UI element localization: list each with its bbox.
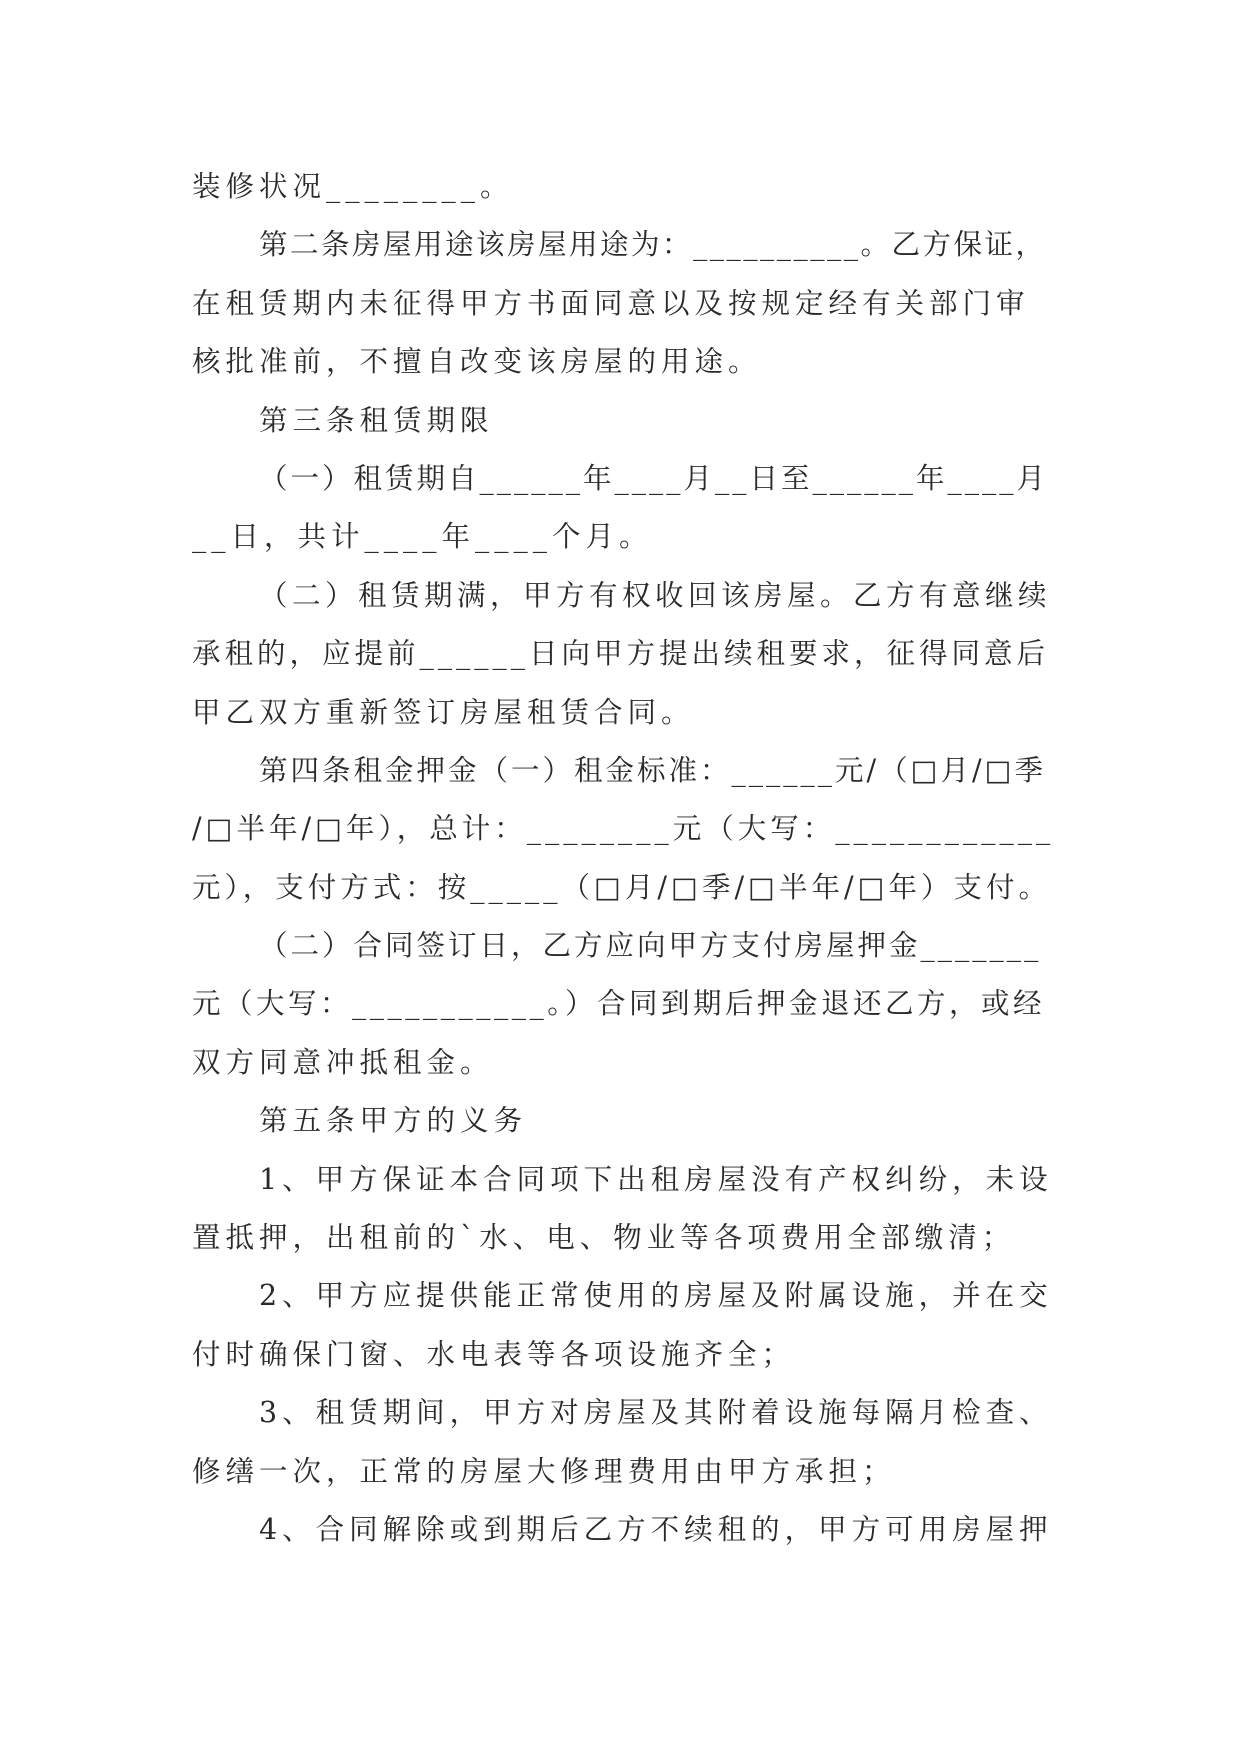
text-line: 甲乙双方重新签订房屋租赁合同。 bbox=[192, 695, 695, 729]
text-line: 第二条房屋用途该房屋用途为：__________。乙方保证， bbox=[259, 228, 1047, 262]
text-line: 第三条租赁期限 bbox=[259, 403, 494, 437]
text-line: 在租赁期内未征得甲方书面同意以及按规定经有关部门审 bbox=[192, 286, 1030, 320]
text-line: 第五条甲方的义务 bbox=[259, 1104, 528, 1138]
text-line: __日，共计____年____个月。 bbox=[192, 520, 653, 554]
text-line: 核批准前，不擅自改变该房屋的用途。 bbox=[192, 345, 762, 379]
text-line: 4、合同解除或到期后乙方不续租的，甲方可用房屋押 bbox=[259, 1512, 1053, 1546]
text-line: 双方同意冲抵租金。 bbox=[192, 1045, 494, 1079]
contract-body bbox=[192, 158, 1054, 1559]
text-line: 修缮一次，正常的房屋大修理费用由甲方承担； bbox=[192, 1454, 896, 1488]
text-line: 装修状况________。 bbox=[192, 170, 514, 203]
text-line: 3、租赁期间，甲方对房屋及其附着设施每隔月检查、 bbox=[259, 1396, 1053, 1430]
text-line: 1、甲方保证本合同项下出租房屋没有产权纠纷，未设 bbox=[259, 1162, 1053, 1196]
text-line: /□半年/□年），总计：________元（大写：____________ bbox=[192, 812, 1055, 846]
text-line: 元），支付方式：按_____（□月/□季/□半年/□年）支付。 bbox=[192, 870, 1052, 904]
text-line: 付时确保门窗、水电表等各项设施齐全； bbox=[192, 1337, 796, 1371]
text-line: 元（大写：___________。）合同到期后押金退还乙方，或经 bbox=[192, 987, 1046, 1021]
text-line: 第四条租金押金（一）租金标准：______元/（□月/□季 bbox=[259, 753, 1047, 787]
text-line: （二）租赁期满，甲方有权收回该房屋。乙方有意继续 bbox=[259, 578, 1052, 612]
text-line: 置抵押，出租前的`水、电、物业等各项费用全部缴清； bbox=[192, 1221, 1016, 1255]
text-line: （二）合同签订日，乙方应向甲方支付房屋押金_______ bbox=[259, 929, 1042, 963]
text-line: 2、甲方应提供能正常使用的房屋及附属设施，并在交 bbox=[259, 1279, 1053, 1313]
text-line: 承租的，应提前______日向甲方提出续租要求，征得同意后 bbox=[192, 637, 1050, 671]
text-line: （一）租赁期自______年____月__日至______年____月 bbox=[259, 461, 1049, 495]
